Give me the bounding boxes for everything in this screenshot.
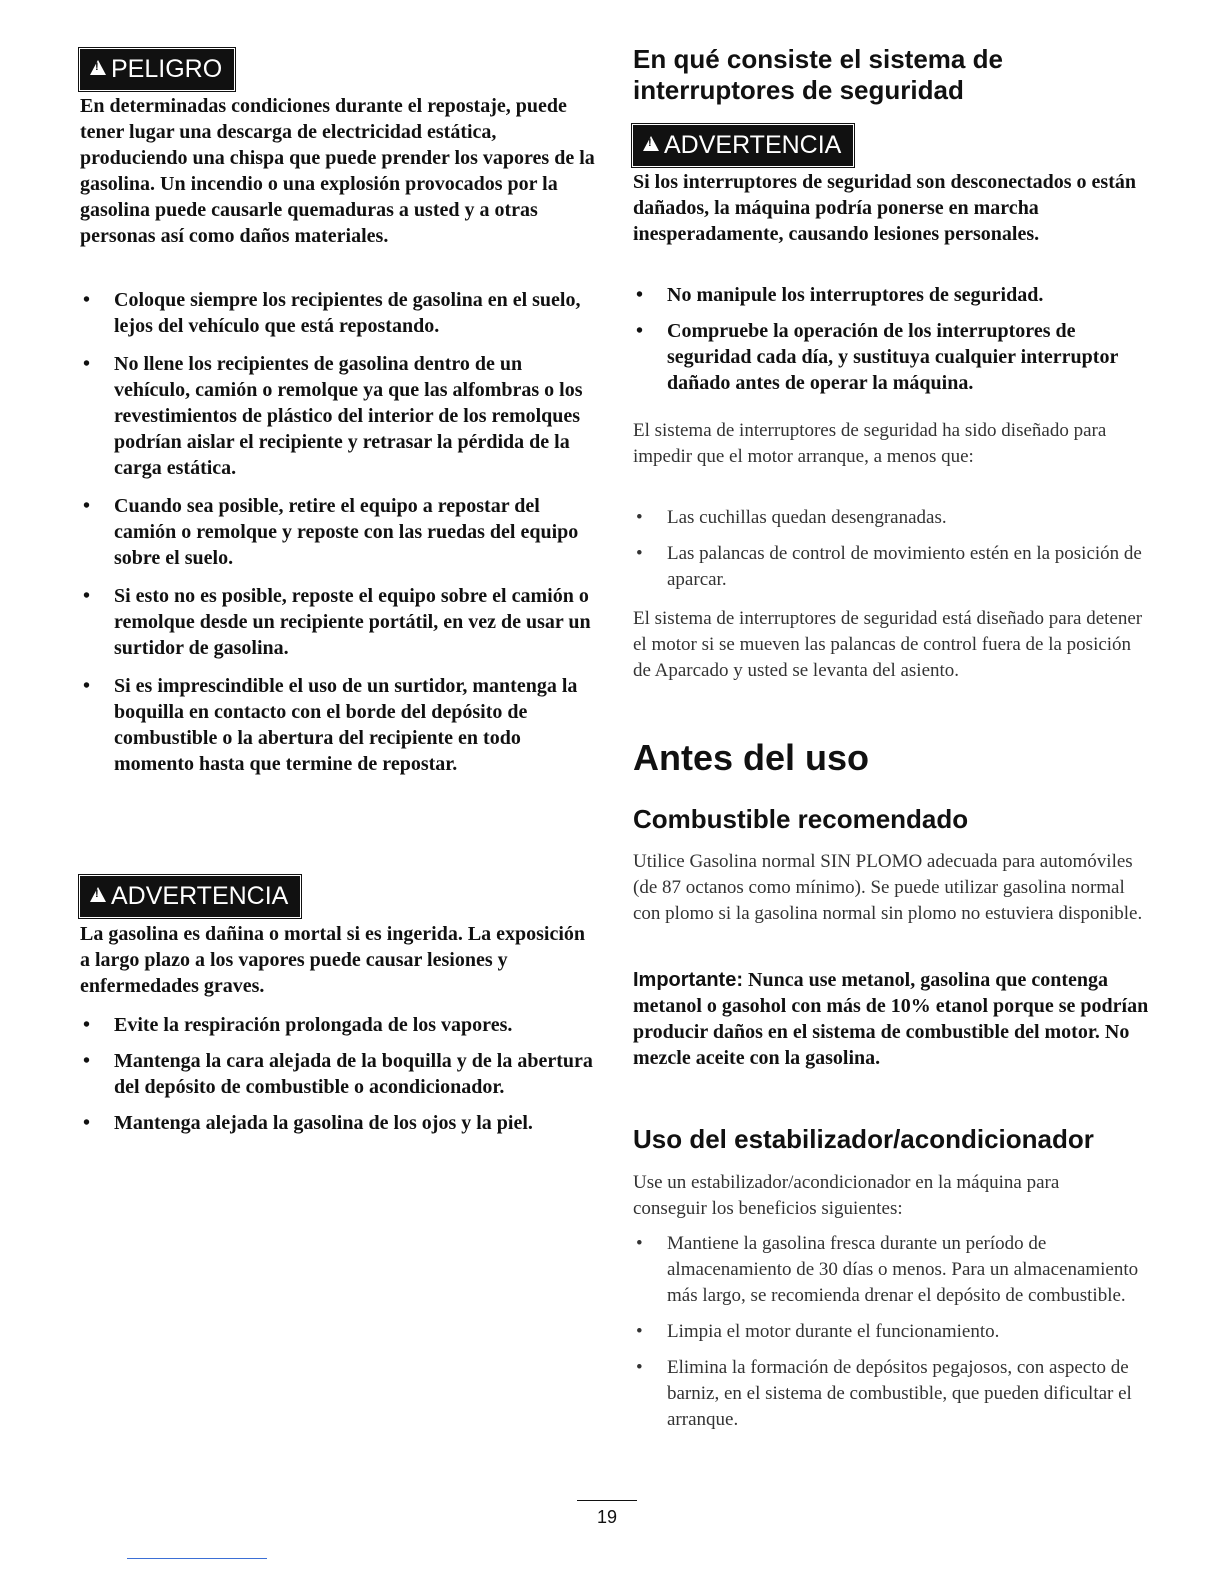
important-text: Nunca use metanol, gasolina que contenga metanol o gasohol con más de 10% etanol porque se podrían producir daños en el sistema de combustible del motor. No mezcle aceite con la gasolina. <box>633 969 1149 1069</box>
danger-text: En determinadas condiciones durante el repostaje, puede tener lugar una descarga de electricidad estática, produciendo una chispa que puede prender los vapores de la gasolina. Un incendio o una explosión provocados por la gasolina puede causarle quemaduras a usted y a otras personas así como daños materiales. <box>80 95 595 247</box>
list-item: • Coloque siempre los recipientes de gasolina en el suelo, lejos del vehículo que está repostando. <box>80 287 595 339</box>
page-number: 19 <box>596 1507 618 1527</box>
list-item: • Mantiene la gasolina fresca durante un período de almacenamiento de 30 días o menos. Para un almacenamiento más largo, se recomienda drenar el depósito de combustible. <box>633 1231 1148 1309</box>
warning-badge-left <box>80 876 300 917</box>
danger-bullet-list <box>80 287 595 777</box>
stabilizer-heading: Uso del estabilizador/acondicionador <box>633 1124 1094 1154</box>
interlock-heading: En qué consiste el sistema de interruptores de seguridad <box>633 44 1003 105</box>
list-item: • Compruebe la operación de los interruptores de seguridad cada día, y sustituya cualquier interruptor dañado antes de operar la máquina. <box>633 318 1153 396</box>
list-item: • Las palancas de control de movimiento estén en la posición de aparcar. <box>633 541 1148 593</box>
warning-badge-label: ADVERTENCIA <box>664 131 842 159</box>
list-item: • Cuando sea posible, retire el equipo a repostar del camión o remolque y reposte con las ruedas del equipo sobre el suelo. <box>80 493 595 571</box>
list-item: • Limpia el motor durante el funcionamiento. <box>633 1319 1148 1345</box>
list-item: • Elimina la formación de depósitos pegajosos, con aspecto de barniz, en el sistema de combustible, que pueden dificultar el arranque. <box>633 1355 1148 1433</box>
list-item: • Las cuchillas quedan desengranadas. <box>633 505 1148 531</box>
warning-text-left: La gasolina es dañina o mortal si es ingerida. La exposición a largo plazo a los vapores puede causar lesiones y enfermedades graves. <box>80 923 586 997</box>
warning-badge-right <box>633 125 853 166</box>
danger-badge-label: PELIGRO <box>111 55 223 83</box>
list-item: • No manipule los interruptores de seguridad. <box>633 282 1153 308</box>
warning-triangle-icon <box>90 60 106 75</box>
corner-rule <box>127 1558 267 1559</box>
section-title: Antes del uso <box>633 737 870 778</box>
warning-triangle-icon <box>90 887 106 902</box>
warning-text-right: Si los interruptores de seguridad son desconectados o están dañados, la máquina podría ponerse en marcha inesperadamente, causando lesiones personales. <box>633 171 1136 245</box>
interlock-intro: El sistema de interruptores de seguridad ha sido diseñado para impedir que el motor arranque, a menos que: <box>633 420 1107 467</box>
warning-badge-label: ADVERTENCIA <box>111 882 289 910</box>
warning-bullet-list-right <box>633 282 1153 396</box>
list-item: • Si esto no es posible, reposte el equipo sobre el camión o remolque desde un recipiente portátil, en vez de usar un surtidor de gasolina. <box>80 583 595 661</box>
list-item: • Evite la respiración prolongada de los vapores. <box>80 1012 595 1038</box>
danger-badge <box>80 49 234 90</box>
stabilizer-bullet-list <box>633 1231 1148 1433</box>
interlock-paragraph: El sistema de interruptores de seguridad está diseñado para detener el motor si se mueven las palancas de control fuera de la posición de Aparcado y usted se levanta del asiento. <box>633 608 1143 681</box>
list-item: • Mantenga alejada la gasolina de los ojos y la piel. <box>80 1110 595 1136</box>
warning-triangle-icon <box>643 136 659 151</box>
warning-bullet-list-left <box>80 1012 595 1136</box>
important-note <box>633 967 1153 1071</box>
list-item: • Si es imprescindible el uso de un surtidor, mantenga la boquilla en contacto con el borde del depósito de combustible o la abertura del recipiente en todo momento hasta que termine de repostar. <box>80 673 595 777</box>
interlock-bullet-list <box>633 505 1148 593</box>
list-item: • Mantenga la cara alejada de la boquilla y de la abertura del depósito de combustible o acondicionador. <box>80 1048 595 1100</box>
fuel-text: Utilice Gasolina normal SIN PLOMO adecuada para automóviles (de 87 octanos como mínimo). Se puede utilizar gasolina normal con plomo si la gasolina normal sin plomo no estuviera disponible. <box>633 851 1143 924</box>
footer-divider <box>577 1500 637 1501</box>
list-item: • No llene los recipientes de gasolina dentro de un vehículo, camión o remolque ya que las alfombras o los revestimientos de plástico del interior de los remolques podrían aislar el recipiente y retrasar la pérdida de la carga estática. <box>80 351 595 481</box>
stabilizer-intro: Use un estabilizador/acondicionador en la máquina para conseguir los beneficios siguientes: <box>633 1172 1060 1219</box>
important-label: Importante: <box>633 969 743 991</box>
fuel-heading: Combustible recomendado <box>633 804 969 834</box>
